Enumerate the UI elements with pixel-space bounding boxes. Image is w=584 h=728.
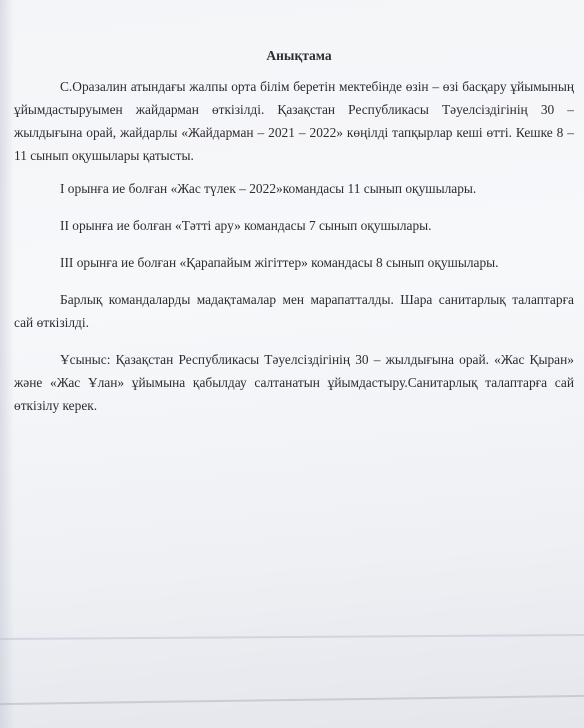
paper-edge-shadow (0, 0, 14, 728)
paragraph-second-place: ІІ орынға ие болған «Тәтті ару» командасы 7 сынып оқушылары. (60, 218, 432, 233)
paragraph-awards: Барлық командаларды мадақтамалар мен марапатталды. Шара санитарлық талаптарға сай өткізілді. (14, 292, 574, 330)
paragraph-third-place: ІІІ орынға ие болған «Қарапайым жігіттер» командасы 8 сынып оқушылары. (60, 255, 499, 270)
paragraph-recommendation: Ұсыныс: Қазақстан Республикасы Тәуелсіздігінің 30 – жылдығына орай. «Жас Қыран» және «Жас Ұлан» ұйымына қабылдау салтанатын ұйымдастыру.Санитарлық талаптарға сай өткізілу керек. (14, 352, 574, 413)
paragraph-intro: С.Оразалин атындағы жалпы орта білім беретін мектебінде өзін – өзі басқару ұйымының ұйымдастыруымен жайдарман өткізілді. Қазақстан Республикасы Тәуелсіздігінің 30 – жылдығына орай, жайдарлы «Жайдарман – 2021 – 2022» көңілді тапқырлар кеші өтті. Кешке 8 – 11 сынып оқушылары қатысты. (14, 79, 574, 163)
document-body (14, 44, 574, 431)
paragraph-first-place: І орынға ие болған «Жас түлек – 2022»командасы 11 сынып оқушылары. (60, 181, 477, 196)
document-title: Анықтама (266, 48, 332, 63)
